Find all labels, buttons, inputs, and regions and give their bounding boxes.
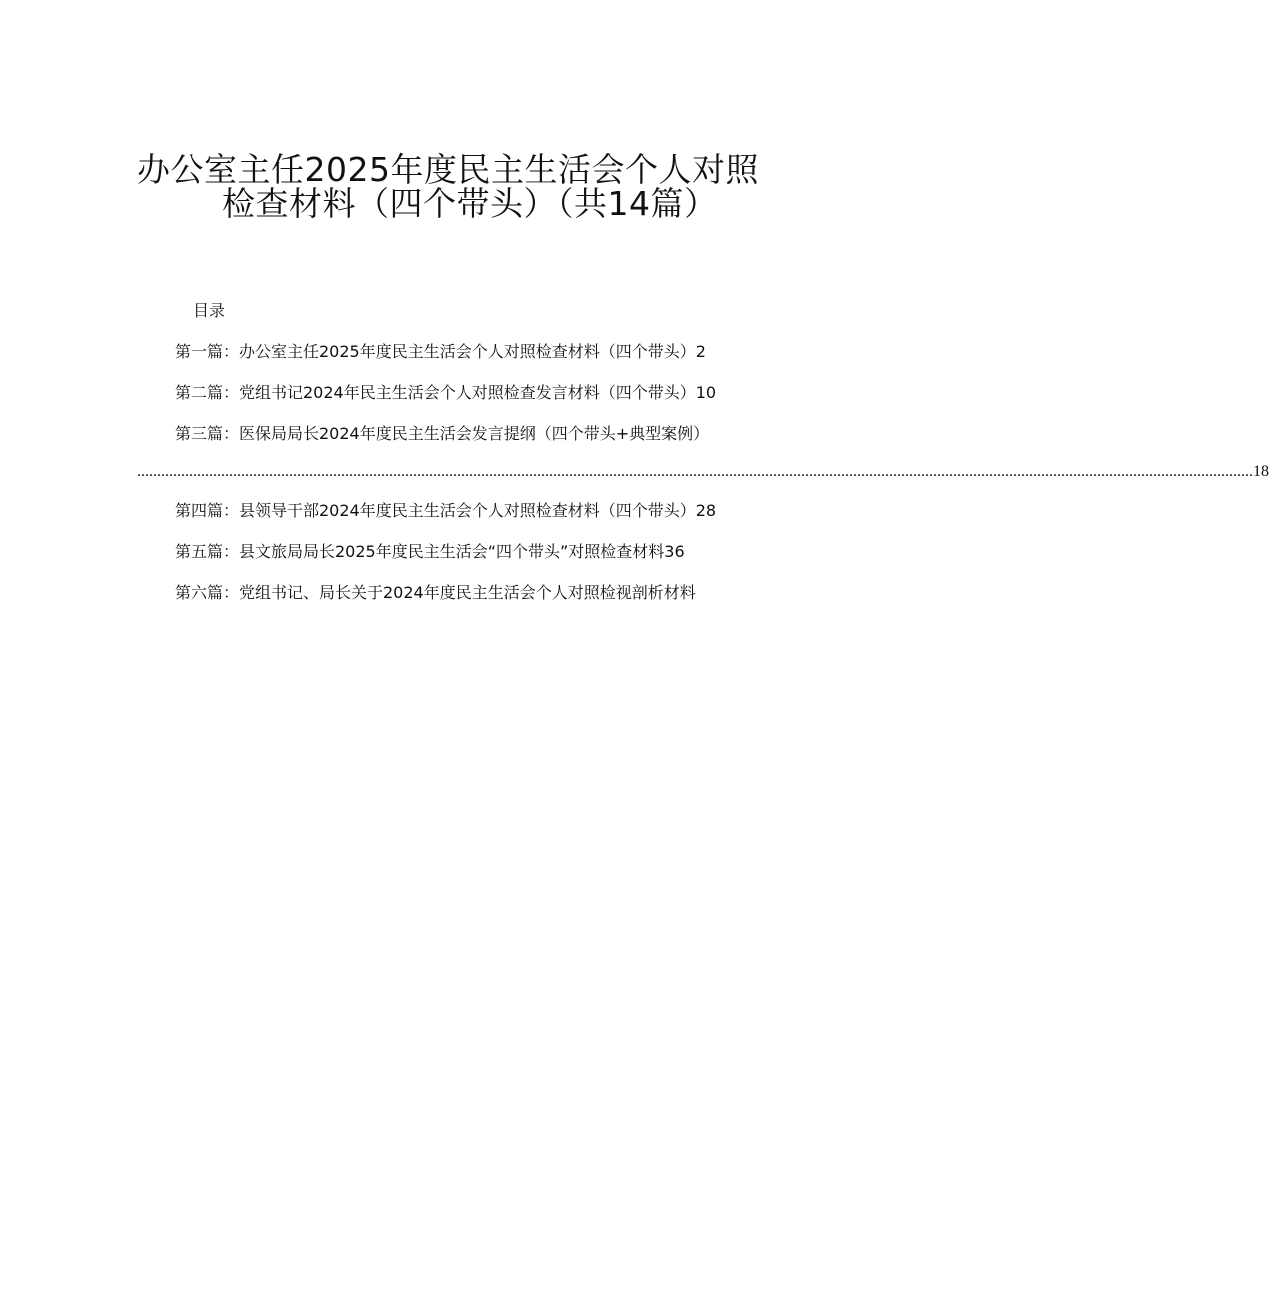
document-title-line-2: 检查材料（四个带头）（共14篇） bbox=[222, 184, 718, 223]
toc-entry-1[interactable]: 第一篇：办公室主任2025年度民主生活会个人对照检查材料（四个带头）2 bbox=[175, 342, 706, 361]
toc-entry-2[interactable]: 第二篇：党组书记2024年民主生活会个人对照检查发言材料（四个带头）10 bbox=[175, 383, 717, 402]
toc-entry-3[interactable]: 第三篇：医保局局长2024年度民主生活会发言提纲（四个带头+典型案例） bbox=[175, 424, 710, 443]
dot-leader: ....................................................................................................................................................................................................................................................................................... bbox=[137, 463, 1253, 480]
toc-entry-3-page-number: 18 bbox=[1253, 463, 1269, 480]
toc-heading: 目录 bbox=[193, 301, 226, 320]
toc-entry-6[interactable]: 第六篇：党组书记、局长关于2024年度民主生活会个人对照检视剖析材料 bbox=[175, 583, 696, 602]
document-title-line-1: 办公室主任2025年度民主生活会个人对照 bbox=[137, 150, 759, 189]
toc-entry-5[interactable]: 第五篇：县文旅局局长2025年度民主生活会“四个带头”对照检查材料36 bbox=[175, 542, 685, 561]
toc-entry-4[interactable]: 第四篇：县领导干部2024年度民主生活会个人对照检查材料（四个带头）28 bbox=[175, 501, 717, 520]
toc-entry-3-continuation[interactable] bbox=[137, 461, 1269, 483]
